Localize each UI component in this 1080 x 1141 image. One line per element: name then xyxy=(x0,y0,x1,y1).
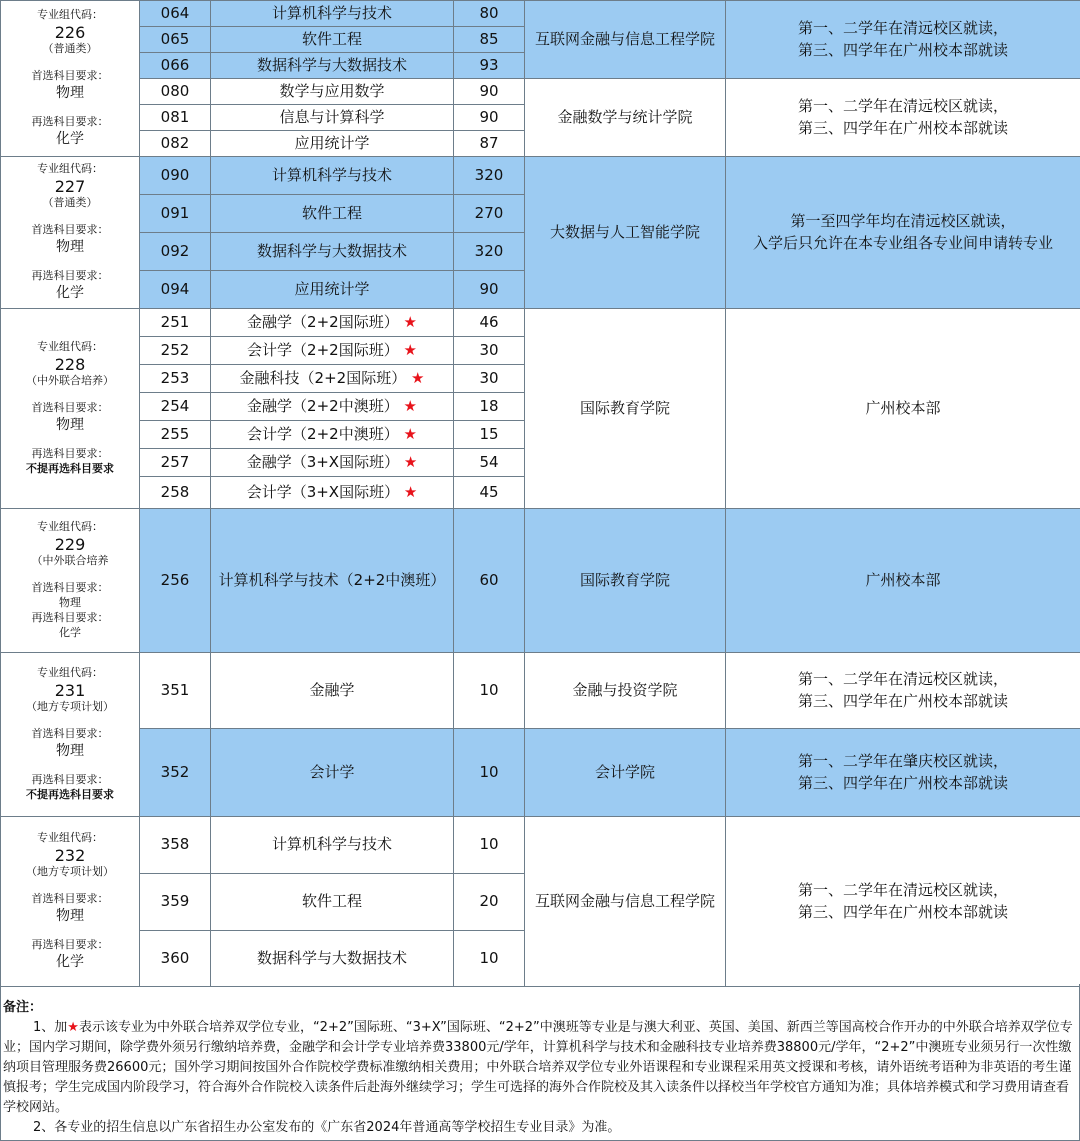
group-code-label: 专业组代码： xyxy=(37,8,103,22)
notes-section xyxy=(0,984,1080,1141)
major-name: 金融学（2+2国际班） ★ xyxy=(211,309,454,337)
group-info-226 xyxy=(1,1,140,157)
major-name: 金融学 xyxy=(211,653,454,729)
major-name: 软件工程 xyxy=(211,195,454,233)
college-name: 金融与投资学院 xyxy=(525,653,726,729)
group-info-229 xyxy=(1,509,140,653)
major-name: 金融科技（2+2国际班） ★ xyxy=(211,365,454,393)
enroll-count: 90 xyxy=(454,105,525,131)
second-subject-label: 再选科目要求： xyxy=(31,937,109,951)
group-code: 227 xyxy=(54,177,86,197)
enroll-count: 320 xyxy=(454,157,525,195)
group-type: （地方专项计划） xyxy=(26,865,114,879)
first-subject: 物理 xyxy=(56,908,84,925)
college-name: 大数据与人工智能学院 xyxy=(525,157,726,309)
campus-note: 第一、二学年在清远校区就读， 第三、四学年在广州校本部就读 xyxy=(726,79,1080,157)
college-name: 金融数学与统计学院 xyxy=(525,79,726,157)
group-info-231 xyxy=(1,653,140,817)
enroll-count: 85 xyxy=(454,27,525,53)
college-name: 国际教育学院 xyxy=(525,309,726,509)
second-subject: 化学 xyxy=(56,130,84,147)
campus-note: 广州校本部 xyxy=(726,509,1080,653)
major-code: 255 xyxy=(140,421,211,449)
first-subject-label: 首选科目要求： xyxy=(31,223,109,237)
star-icon: ★ xyxy=(403,396,417,415)
note-2: 2、各专业的招生信息以广东省招生办公室发布的《广东省2024年普通高等学校招生专业目录》为准。 xyxy=(33,1120,621,1135)
enroll-count: 270 xyxy=(454,195,525,233)
group-code-label: 专业组代码： xyxy=(37,520,103,534)
campus-note: 第一、二学年在清远校区就读， 第三、四学年在广州校本部就读 xyxy=(726,817,1080,987)
group-info-227 xyxy=(1,157,140,309)
enroll-count: 87 xyxy=(454,131,525,157)
major-name: 计算机科学与技术 xyxy=(211,157,454,195)
second-subject-label: 再选科目要求： xyxy=(31,772,109,786)
college-name: 国际教育学院 xyxy=(525,509,726,653)
second-subject-label: 再选科目要求： xyxy=(31,610,109,624)
enroll-count: 54 xyxy=(454,449,525,477)
major-code: 082 xyxy=(140,131,211,157)
campus-note: 第一、二学年在清远校区就读， 第三、四学年在广州校本部就读 xyxy=(726,1,1080,79)
note-1: 1、加★表示该专业为中外联合培养双学位专业，“2+2”国际班、“3+X”国际班、“2+2”中澳班等专业是与澳大利亚、英国、美国、新西兰等国高校合作开办的中外联合培养双学位专业；国内学习期间，除学费外须另行缴纳培养费，金融学和会计学专业培养费33800元/学年，计算机科学与技术和金融科技专业培养费38800元/学年，“2+2”中澳班专业须另行一次性缴纳项目管理服务费26600元；国外学习期间按国外合作院校学费标准缴纳相关费用；中外联合培养双学位专业外语课程和专业课程采用英文授课和考核，请外语统考语种为非英语的考生谨慎报考；学生完成国内阶段学习，符合海外合作院校入读条件后赴海外继续学习；学生可选择的海外合作院校及其入读条件以择校当年学校官方通知为准；具体培养模式和学习费用请查看学校网站。 xyxy=(3,1020,1073,1115)
star-icon: ★ xyxy=(403,340,417,359)
major-code: 090 xyxy=(140,157,211,195)
major-name: 应用统计学 xyxy=(211,131,454,157)
star-icon: ★ xyxy=(403,424,417,443)
major-name: 计算机科学与技术 xyxy=(211,817,454,874)
major-code: 358 xyxy=(140,817,211,874)
first-subject: 物理 xyxy=(56,417,84,434)
major-code: 359 xyxy=(140,874,211,931)
enroll-count: 93 xyxy=(454,53,525,79)
major-name: 计算机科学与技术（2+2中澳班） xyxy=(211,509,454,653)
major-name: 软件工程 xyxy=(211,27,454,53)
first-subject-label: 首选科目要求： xyxy=(31,727,109,741)
major-code: 258 xyxy=(140,477,211,509)
group-type: （普通类） xyxy=(42,42,98,56)
first-subject: 物理 xyxy=(56,239,84,256)
major-name: 会计学 xyxy=(211,729,454,817)
first-subject-label: 首选科目要求： xyxy=(31,581,109,595)
major-name: 应用统计学 xyxy=(211,271,454,309)
first-subject: 物理 xyxy=(59,596,81,610)
major-code: 256 xyxy=(140,509,211,653)
enroll-count: 30 xyxy=(454,337,525,365)
enroll-count: 10 xyxy=(454,653,525,729)
major-code: 065 xyxy=(140,27,211,53)
group-code-label: 专业组代码： xyxy=(37,162,103,176)
first-subject-label: 首选科目要求： xyxy=(31,401,109,415)
enroll-count: 18 xyxy=(454,393,525,421)
first-subject: 物理 xyxy=(56,743,84,760)
second-subject-label: 再选科目要求： xyxy=(31,114,109,128)
major-name: 数据科学与大数据技术 xyxy=(211,53,454,79)
enroll-count: 10 xyxy=(454,817,525,874)
second-subject: 化学 xyxy=(56,953,84,970)
major-code: 352 xyxy=(140,729,211,817)
college-name: 会计学院 xyxy=(525,729,726,817)
group-code-label: 专业组代码： xyxy=(37,340,103,354)
major-name: 金融学（3+X国际班） ★ xyxy=(211,449,454,477)
major-code: 081 xyxy=(140,105,211,131)
star-icon: ★ xyxy=(403,482,418,501)
major-code: 251 xyxy=(140,309,211,337)
enroll-count: 10 xyxy=(454,931,525,987)
major-name: 会计学（2+2国际班） ★ xyxy=(211,337,454,365)
major-name: 软件工程 xyxy=(211,874,454,931)
second-subject: 化学 xyxy=(59,625,81,639)
star-icon: ★ xyxy=(410,368,425,387)
major-code: 253 xyxy=(140,365,211,393)
major-name: 信息与计算科学 xyxy=(211,105,454,131)
enroll-count: 15 xyxy=(454,421,525,449)
group-info-228 xyxy=(1,309,140,509)
major-code: 091 xyxy=(140,195,211,233)
group-code: 231 xyxy=(54,681,86,701)
college-name: 互联网金融与信息工程学院 xyxy=(525,817,726,987)
major-code: 094 xyxy=(140,271,211,309)
enroll-count: 30 xyxy=(454,365,525,393)
major-code: 360 xyxy=(140,931,211,987)
enroll-count: 90 xyxy=(454,271,525,309)
campus-note: 广州校本部 xyxy=(726,309,1080,509)
second-subject-label: 再选科目要求： xyxy=(31,268,109,282)
major-name: 数据科学与大数据技术 xyxy=(211,233,454,271)
group-type: （中外联合培养 xyxy=(31,554,109,568)
campus-note: 第一、二学年在清远校区就读， 第三、四学年在广州校本部就读 xyxy=(726,653,1080,729)
first-subject-label: 首选科目要求： xyxy=(31,892,109,906)
second-subject: 不提再选科目要求 xyxy=(26,787,114,801)
major-name: 计算机科学与技术 xyxy=(211,1,454,27)
first-subject-label: 首选科目要求： xyxy=(31,69,109,83)
group-info-232 xyxy=(1,817,140,987)
campus-note: 第一、二学年在肇庆校区就读， 第三、四学年在广州校本部就读 xyxy=(726,729,1080,817)
major-code: 257 xyxy=(140,449,211,477)
group-type: （中外联合培养） xyxy=(26,374,114,388)
major-code: 254 xyxy=(140,393,211,421)
major-code: 092 xyxy=(140,233,211,271)
enroll-count: 90 xyxy=(454,79,525,105)
campus-note: 第一至四学年均在清远校区就读， 入学后只允许在本专业组各专业间申请转专业 xyxy=(726,157,1080,309)
major-name: 会计学（3+X国际班） ★ xyxy=(211,477,454,509)
major-code: 351 xyxy=(140,653,211,729)
group-type: （地方专项计划） xyxy=(26,700,114,714)
second-subject: 不提再选科目要求 xyxy=(26,461,114,475)
college-name: 互联网金融与信息工程学院 xyxy=(525,1,726,79)
major-name: 金融学（2+2中澳班） ★ xyxy=(211,393,454,421)
second-subject: 化学 xyxy=(56,284,84,301)
major-code: 064 xyxy=(140,1,211,27)
enroll-count: 45 xyxy=(454,477,525,509)
group-type: （普通类） xyxy=(42,196,98,210)
major-name: 会计学（2+2中澳班） ★ xyxy=(211,421,454,449)
enroll-count: 20 xyxy=(454,874,525,931)
group-code: 228 xyxy=(54,355,86,375)
second-subject-label: 再选科目要求： xyxy=(31,446,109,460)
enroll-count: 320 xyxy=(454,233,525,271)
enroll-count: 10 xyxy=(454,729,525,817)
first-subject: 物理 xyxy=(56,85,84,102)
major-code: 252 xyxy=(140,337,211,365)
major-name: 数据科学与大数据技术 xyxy=(211,931,454,987)
star-icon: ★ xyxy=(403,312,417,331)
major-code: 080 xyxy=(140,79,211,105)
enroll-count: 60 xyxy=(454,509,525,653)
enroll-count: 80 xyxy=(454,1,525,27)
major-code: 066 xyxy=(140,53,211,79)
star-icon: ★ xyxy=(403,452,418,471)
notes-heading: 备注： xyxy=(3,1000,43,1015)
group-code: 232 xyxy=(54,846,86,866)
group-code-label: 专业组代码： xyxy=(37,831,103,845)
enroll-count: 46 xyxy=(454,309,525,337)
group-code: 229 xyxy=(54,535,86,555)
group-code: 226 xyxy=(54,23,86,43)
group-code-label: 专业组代码： xyxy=(37,666,103,680)
major-name: 数学与应用数学 xyxy=(211,79,454,105)
star-icon: ★ xyxy=(67,1020,79,1035)
